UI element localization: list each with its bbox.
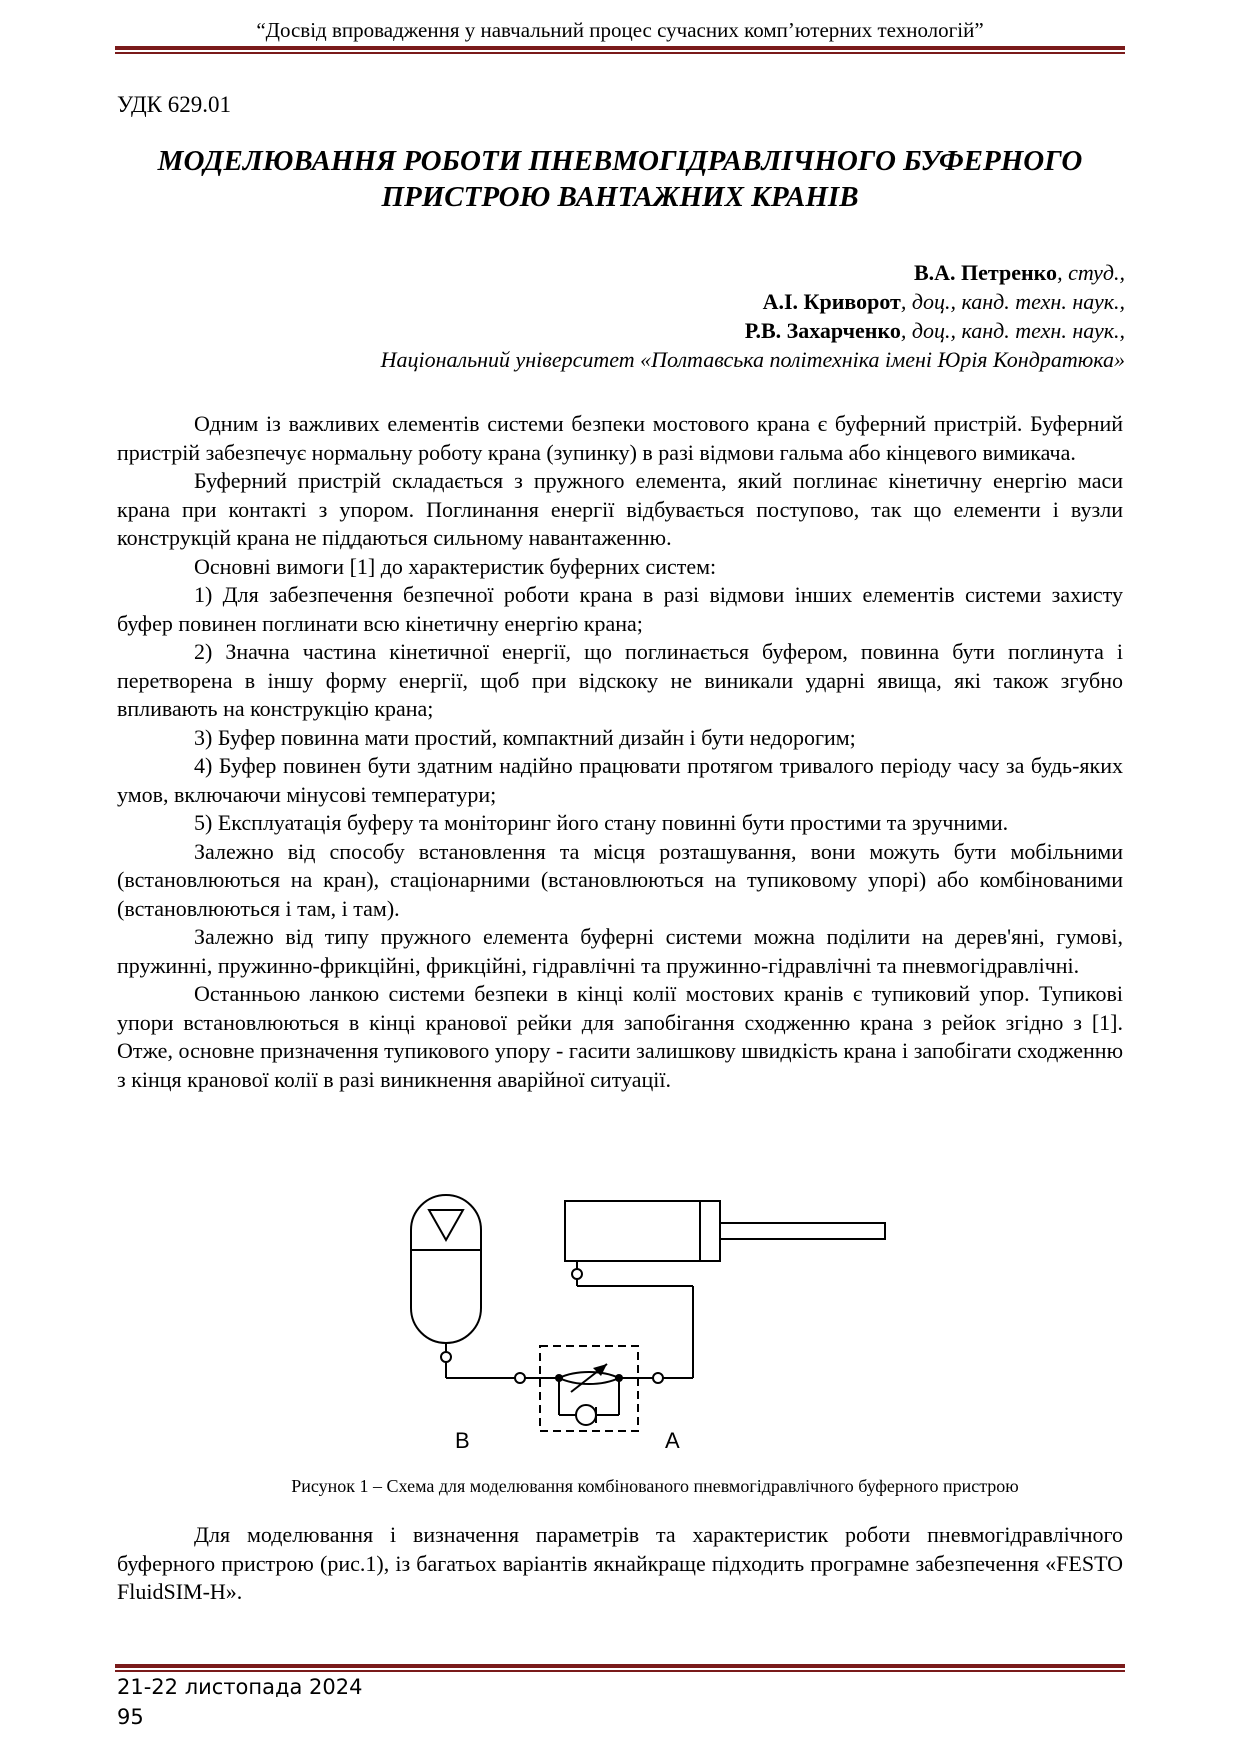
port-a-connector <box>653 1373 663 1383</box>
body-paragraph: Одним із важливих елементів системи безпеки мостового крана є буферний пристрій. Буферний пристрій забезпечує нормальну роботу крана (зупинку) в разі відмови гальма або кінцевого вимикача. <box>117 411 1123 465</box>
author-name: В.А. Петренко <box>913 260 1058 285</box>
paper-title <box>115 143 1125 215</box>
piston-rod <box>720 1223 885 1239</box>
requirement-item: 2) Значна частина кінетичної енергії, що поглинається буфером, повинна бути поглинута і перетворена в іншу форму енергії, щоб при відскоку не виникали ударні явища, які також згубно впливають на конструкцію крана; <box>117 639 1123 721</box>
body-paragraph: Буферний пристрій складається з пружного елемента, який поглинає кінетичну енергію маси крана при контакті з упором. Поглинання енергії відбувається поступово, так що елементи і вузли конструкцій крана не піддаються сильному навантаженню. <box>117 468 1123 550</box>
port-b-connector <box>515 1373 525 1383</box>
author-line <box>381 287 1125 316</box>
post-figure-text <box>117 1521 1123 1607</box>
affiliation: Національний університет «Полтавська політехніка імені Юрія Кондратюка» <box>380 347 1125 372</box>
udk-code: УДК 629.01 <box>117 92 231 117</box>
requirement-item: 5) Експлуатація буферу та моніторинг його стану повинні бути простими та зручними. <box>194 810 1009 835</box>
accumulator-triangle-icon <box>429 1210 463 1240</box>
requirement-item: 1) Для забезпечення безпечної роботи крана в разі відмови інших елементів системи захисту буфер повинен поглинати всю кінетичну енергію крана; <box>117 582 1123 636</box>
author-name: А.І. Криворот <box>762 289 901 314</box>
accumulator-shape <box>411 1195 481 1343</box>
header-rule <box>115 46 1125 54</box>
title-line-2: ПРИСТРОЮ ВАНТАЖНИХ КРАНІВ <box>381 181 859 213</box>
author-line <box>381 316 1125 345</box>
body-paragraph: Для моделювання і визначення параметрів та характеристик роботи пневмогідравлічного буферного пристрою (рис.1), із багатьох варіантів якнайкраще підходить програмне забезпечення «FESTO FluidSIM-H». <box>117 1522 1123 1604</box>
page-number: 95 <box>117 1705 144 1729</box>
hydraulic-cylinder <box>565 1201 720 1261</box>
author-line <box>381 258 1125 287</box>
body-paragraph: Залежно від типу пружного елемента буферні системи можна поділити на дерев'яні, гумові, пружинні, пружинно-фрикційні, фрикційні, гідравлічні та пружинно-гідравлічні та пневмогідравлічні. <box>117 924 1123 978</box>
buffer-schematic-figure <box>395 1190 955 1465</box>
title-line-1: МОДЕЛЮВАННЯ РОБОТИ ПНЕВМОГІДРАВЛІЧНОГО БУФЕРНОГО <box>157 145 1083 177</box>
author-block <box>381 258 1125 374</box>
footer-date: 21-22 листопада 2024 <box>117 1675 363 1699</box>
requirement-item: 3) Буфер повинна мати простий, компактний дизайн і бути недорогим; <box>194 724 856 750</box>
accumulator-port <box>441 1352 451 1362</box>
check-valve-ball-icon <box>576 1405 596 1425</box>
author-name: Р.В. Захарченко <box>744 318 901 343</box>
requirement-item: 4) Буфер повинен бути здатним надійно працювати протягом тривалого періоду часу за будь-яких умов, включаючи мінусові температури; <box>117 753 1123 807</box>
cylinder-port <box>572 1269 582 1279</box>
author-role: , доц., канд. техн. наук., <box>900 318 1125 343</box>
body-paragraph: Основні вимоги [1] до характеристик буферних систем: <box>194 553 717 579</box>
running-header: “Досвід впровадження у навчальний процес сучасних комп’ютерних технологій” <box>256 18 984 42</box>
author-role: , доц., канд. техн. наук., <box>900 289 1125 314</box>
port-a-label: A <box>665 1428 680 1453</box>
body-paragraph: Останньою ланкою системи безпеки в кінці колії мостових кранів є тупиковий упор. Тупикові упори встановлюються в кінці кранової рейки для запобігання сходженню крана з рейок згідно з [1]. Отже, основне призначення тупикового упору - гасити залишкову швидкість крана і запобігати сходженню з кінця кранової колії в разі виникнення аварійної ситуації. <box>117 981 1123 1092</box>
author-role: , студ., <box>1057 260 1125 285</box>
body-paragraph: Залежно від способу встановлення та місця розташування, вони можуть бути мобільними (встановлюються на кран), стаціонарними (встановлюються на тупиковому упорі) або комбінованими (встановлюються і там, і там). <box>117 838 1123 921</box>
main-text <box>117 410 1123 1094</box>
valve-block-border <box>540 1346 638 1431</box>
footer-rule <box>115 1664 1125 1672</box>
figure-caption: Рисунок 1 – Схема для моделювання комбінованого пневмогідравлічного буферного пристрою <box>291 1476 1019 1496</box>
port-b-label: B <box>455 1428 470 1453</box>
